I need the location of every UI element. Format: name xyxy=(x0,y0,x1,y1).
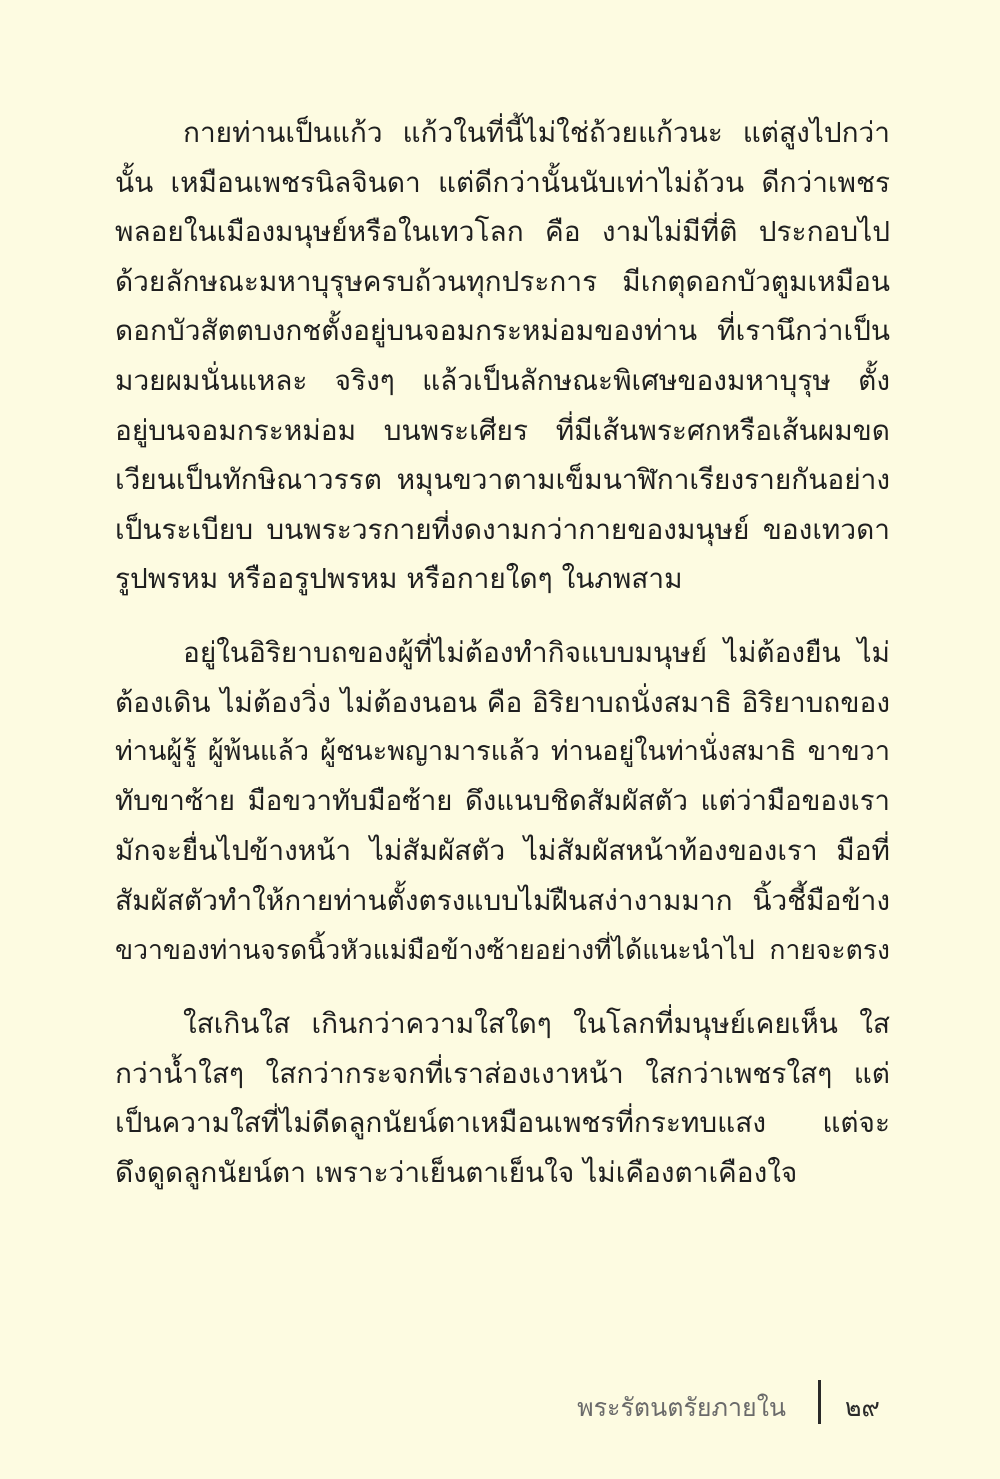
text-line: ใสเกินใส เกินกว่าความใสใดๆ ในโลกที่มนุษย์เคยเห็น ใส xyxy=(183,1007,890,1041)
text-line: พลอยในเมืองมนุษย์หรือในเทวโลก คือ งามไม่มีที่ติ ประกอบไป xyxy=(115,215,890,249)
body-text xyxy=(115,108,890,1221)
text-line: นั้น เหมือนเพชรนิลจินดา แต่ดีกว่านั้นนับเท่าไม่ถ้วน ดีกว่าเพชร xyxy=(115,165,890,199)
text-line: เวียนเป็นทักษิณาวรรต หมุนขวาตามเข็มนาฬิกาเรียงรายกันอย่าง xyxy=(115,463,890,497)
text-line: กายท่านเป็นแก้ว แก้วในที่นี้ไม่ใช่ถ้วยแก้วนะ แต่สูงไปกว่า xyxy=(183,116,890,149)
text-line: เป็นระเบียบ บนพระวรกายที่งดงามกว่ากายของมนุษย์ ของเทวดา xyxy=(115,512,890,546)
text-line: ทับขาซ้าย มือขวาทับมือซ้าย ดึงแนบชิดสัมผัสตัว แต่ว่ามือของเรา xyxy=(115,784,890,817)
text-line: รูปพรหม หรืออรูปพรหม หรือกายใดๆ ในภพสาม xyxy=(115,562,683,596)
footer-divider xyxy=(818,1380,821,1424)
text-line: อยู่บนจอมกระหม่อม บนพระเศียร ที่มีเส้นพระศกหรือเส้นผมขด xyxy=(115,413,890,447)
text-line: ด้วยลักษณะมหาบุรุษครบถ้วนทุกประการ มีเกตุดอกบัวตูมเหมือน xyxy=(115,264,890,298)
text-line: มักจะยื่นไปข้างหน้า ไม่สัมผัสตัว ไม่สัมผัสหน้าท้องของเรา มือที่ xyxy=(115,834,890,868)
text-line: กว่าน้ำใสๆ ใสกว่ากระจกที่เราส่องเงาหน้า ใสกว่าเพชรใสๆ แต่ xyxy=(115,1056,890,1090)
paragraph-3 xyxy=(115,999,890,1197)
text-line: มวยผมนั่นแหละ จริงๆ แล้วเป็นลักษณะพิเศษของมหาบุรุษ ตั้ง xyxy=(115,363,890,397)
text-line: อยู่ในอิริยาบถของผู้ที่ไม่ต้องทำกิจแบบมนุษย์ ไม่ต้องยืน ไม่ xyxy=(183,635,890,669)
text-line: ขวาของท่านจรดนิ้วหัวแม่มือข้างซ้ายอย่างที่ได้แนะนำไป กายจะตรง xyxy=(115,934,890,966)
text-line: ดอกบัวสัตตบงกชตั้งอยู่บนจอมกระหม่อมของท่าน ที่เรานึกว่าเป็น xyxy=(115,314,890,348)
page-number: ๒๙ xyxy=(845,1393,880,1422)
text-line: ท่านผู้รู้ ผู้พ้นแล้ว ผู้ชนะพญามารแล้ว ท่านอยู่ในท่านั่งสมาธิ ขาขวา xyxy=(115,736,890,768)
text-line: ดึงดูดลูกนัยน์ตา เพราะว่าเย็นตาเย็นใจ ไม่เคืองตาเคืองใจ xyxy=(115,1155,798,1189)
page-footer xyxy=(0,1378,1000,1428)
text-line: สัมผัสตัวทำให้กายท่านตั้งตรงแบบไม่ฝืนสง่างามมาก นิ้วชี้มือข้าง xyxy=(115,883,890,917)
text-line: ต้องเดิน ไม่ต้องวิ่ง ไม่ต้องนอน คือ อิริยาบถนั่งสมาธิ อิริยาบถของ xyxy=(115,685,890,719)
book-title: พระรัตนตรัยภายใน xyxy=(577,1393,786,1422)
paragraph-1 xyxy=(115,108,890,604)
text-line: เป็นความใสที่ไม่ดีดลูกนัยน์ตาเหมือนเพชรที่กระทบแสง แต่จะ xyxy=(115,1106,890,1140)
paragraph-2 xyxy=(115,628,890,975)
